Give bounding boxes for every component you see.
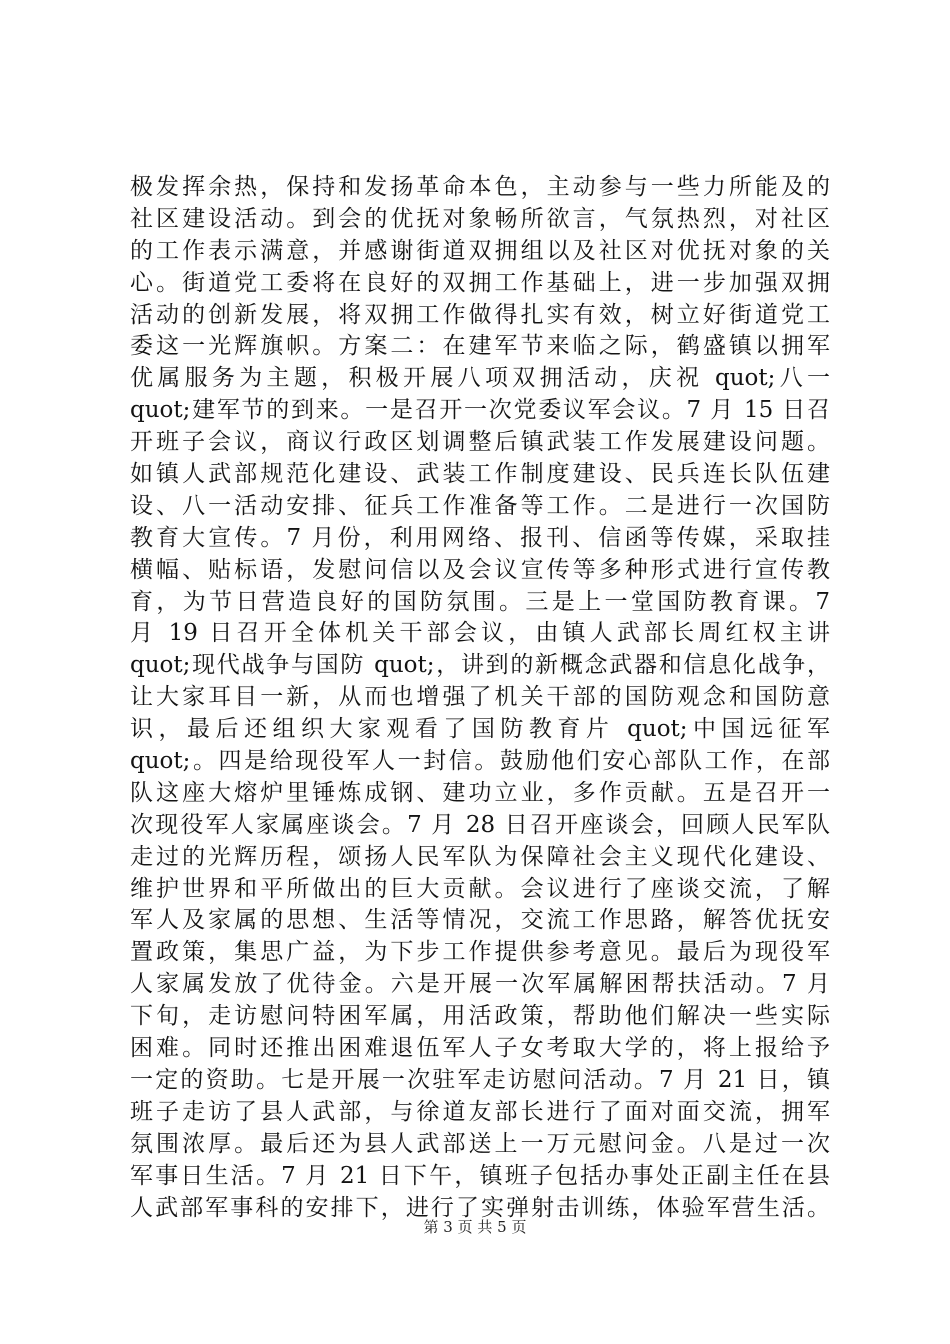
text-line: 心。街道党工委将在良好的双拥工作基础上，进一步加强双拥: [130, 269, 830, 296]
text-line: 次现役军人家属座谈会。7 月 28 日召开座谈会，回顾人民军队: [130, 811, 830, 838]
text-line: quot;。四是给现役军人一封信。鼓励他们安心部队工作，在部: [130, 748, 830, 775]
page-footer: 第 3 页 共 5 页: [423, 1218, 527, 1236]
text-line: 军事日生活。7 月 21 日下午，镇班子包括办事处正副主任在县: [130, 1162, 830, 1189]
text-line: quot;现代战争与国防 quot;，讲到的新概念武器和信息化战争，: [130, 652, 830, 679]
text-line: 教育大宣传。7 月份，利用网络、报刊、信函等传媒，采取挂: [130, 524, 830, 551]
text-line: 困难。同时还推出困难退伍军人子女考取大学的，将上报给予: [130, 1035, 830, 1062]
text-line: 开班子会议，商议行政区划调整后镇武装工作发展建设问题。: [130, 429, 830, 456]
text-line: 月 19 日召开全体机关干部会议，由镇人武部长周红权主讲: [130, 620, 830, 647]
text-line: 下旬，走访慰问特困军属，用活政策，帮助他们解决一些实际: [130, 1003, 830, 1030]
text-line: 置政策，集思广益，为下步工作提供参考意见。最后为现役军: [130, 939, 830, 966]
body-text: [130, 172, 830, 1224]
text-line: 人武部军事科的安排下，进行了实弹射击训练，体验军营生活。: [130, 1194, 830, 1221]
text-line: 如镇人武部规范化建设、武装工作制度建设、民兵连长队伍建: [130, 461, 830, 488]
text-line: 委这一光辉旗帜。方案二：在建军节来临之际，鹤盛镇以拥军: [130, 333, 830, 360]
text-line: 氛围浓厚。最后还为县人武部送上一万元慰问金。八是过一次: [130, 1130, 830, 1157]
text-line: quot;建军节的到来。一是召开一次党委议军会议。7 月 15 日召: [130, 397, 830, 424]
text-line: 活动的创新发展，将双拥工作做得扎实有效，树立好街道党工: [130, 301, 830, 328]
text-line: 走过的光辉历程，颂扬人民军队为保障社会主义现代化建设、: [130, 843, 830, 870]
text-line: 极发挥余热，保持和发扬革命本色，主动参与一些力所能及的: [130, 174, 830, 200]
text-line: 维护世界和平所做出的巨大贡献。会议进行了座谈交流，了解: [130, 875, 830, 902]
text-line: 横幅、贴标语，发慰问信以及会议宣传等多种形式进行宣传教: [130, 556, 830, 583]
text-line: 一定的资助。七是开展一次驻军走访慰问活动。7 月 21 日，镇: [130, 1066, 830, 1093]
text-line: 人家属发放了优待金。六是开展一次军属解困帮扶活动。7 月: [130, 971, 830, 998]
text-line: 社区建设活动。到会的优抚对象畅所欲言，气氛热烈，对社区: [130, 205, 830, 232]
text-line: 的工作表示满意，并感谢街道双拥组以及社区对优抚对象的关: [130, 237, 830, 264]
text-line: 育，为节日营造良好的国防氛围。三是上一堂国防教育课。7: [130, 588, 830, 615]
text-line: 军人及家属的思想、生活等情况，交流工作思路，解答优抚安: [130, 907, 830, 934]
text-line: 识，最后还组织大家观看了国防教育片 quot;中国远征军: [130, 716, 830, 743]
text-line: 队这座大熔炉里锤炼成钢、建功立业，多作贡献。五是召开一: [130, 779, 830, 806]
text-line: 让大家耳目一新，从而也增强了机关干部的国防观念和国防意: [130, 684, 830, 711]
text-line: 优属服务为主题，积极开展八项双拥活动，庆祝 quot;八一: [130, 365, 830, 392]
text-line: 设、八一活动安排、征兵工作准备等工作。二是进行一次国防: [130, 492, 830, 519]
text-line: 班子走访了县人武部，与徐道友部长进行了面对面交流，拥军: [130, 1098, 830, 1125]
